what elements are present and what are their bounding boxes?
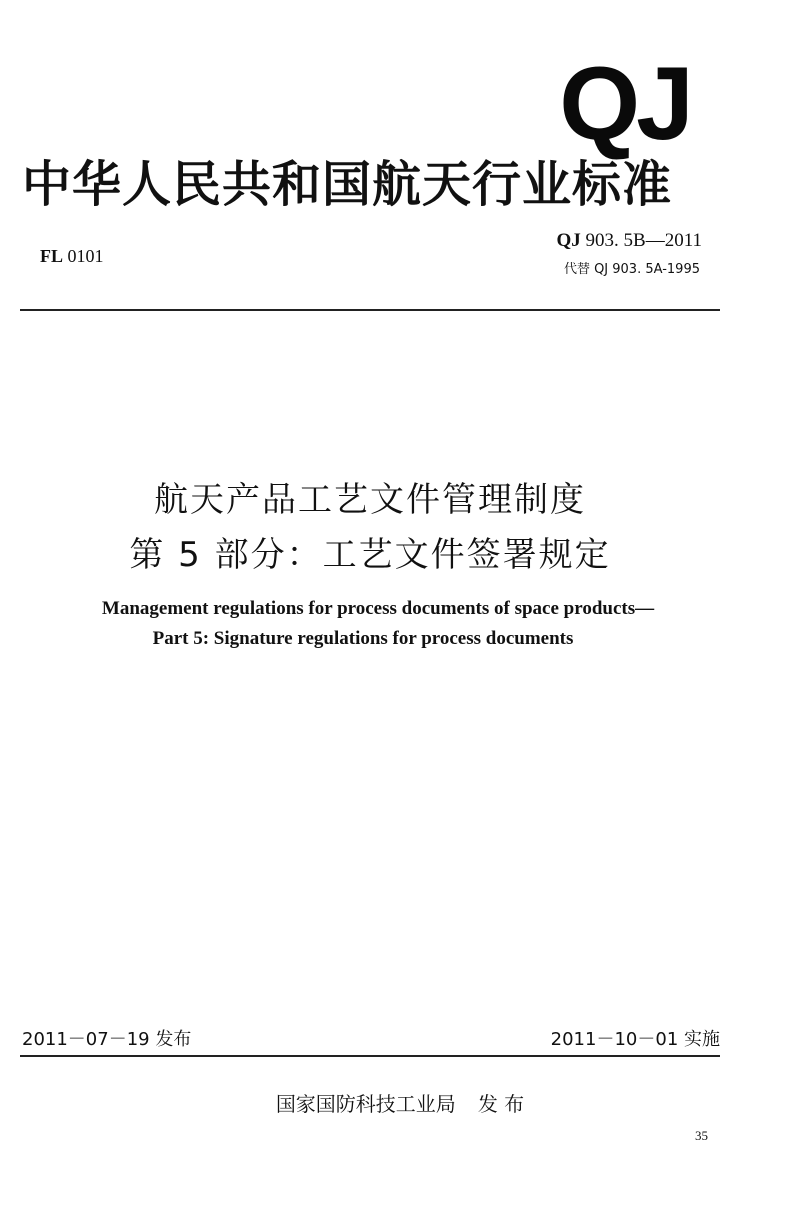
- issuer: [0, 1088, 800, 1117]
- header-divider: [20, 309, 720, 311]
- page-number: 35: [695, 1128, 708, 1143]
- footer-divider: [20, 1055, 720, 1057]
- issuer-name: 国家国防科技工业局: [275, 1092, 456, 1116]
- standard-prefix: QJ: [556, 230, 581, 251]
- standard-category-title: 中华人民共和国航天行业标准: [22, 156, 673, 213]
- qj-logo: QJ: [559, 46, 690, 162]
- classification-code: 0101: [67, 246, 104, 266]
- english-title-line2: Part 5: Signature regulations for process documents: [152, 628, 574, 649]
- replaces-standard: 代替 QJ 903. 5A-1995: [563, 262, 700, 277]
- implementation-date: 2011－10－01 实施: [550, 1029, 720, 1050]
- issuer-action: 发 布: [477, 1092, 525, 1116]
- english-title-line1: Management regulations for process documents of space products—: [101, 598, 655, 619]
- standard-number: 903. 5B—2011: [585, 230, 702, 251]
- issue-date: 2011－07－19 发布: [22, 1029, 192, 1050]
- classification-number: [40, 246, 104, 267]
- chinese-title-line1: 航天产品工艺文件管理制度: [154, 480, 586, 520]
- chinese-title-line2: 第 5 部分：工艺文件签署规定: [129, 535, 611, 575]
- classification-label: FL: [40, 246, 64, 266]
- standard-code: [557, 230, 703, 252]
